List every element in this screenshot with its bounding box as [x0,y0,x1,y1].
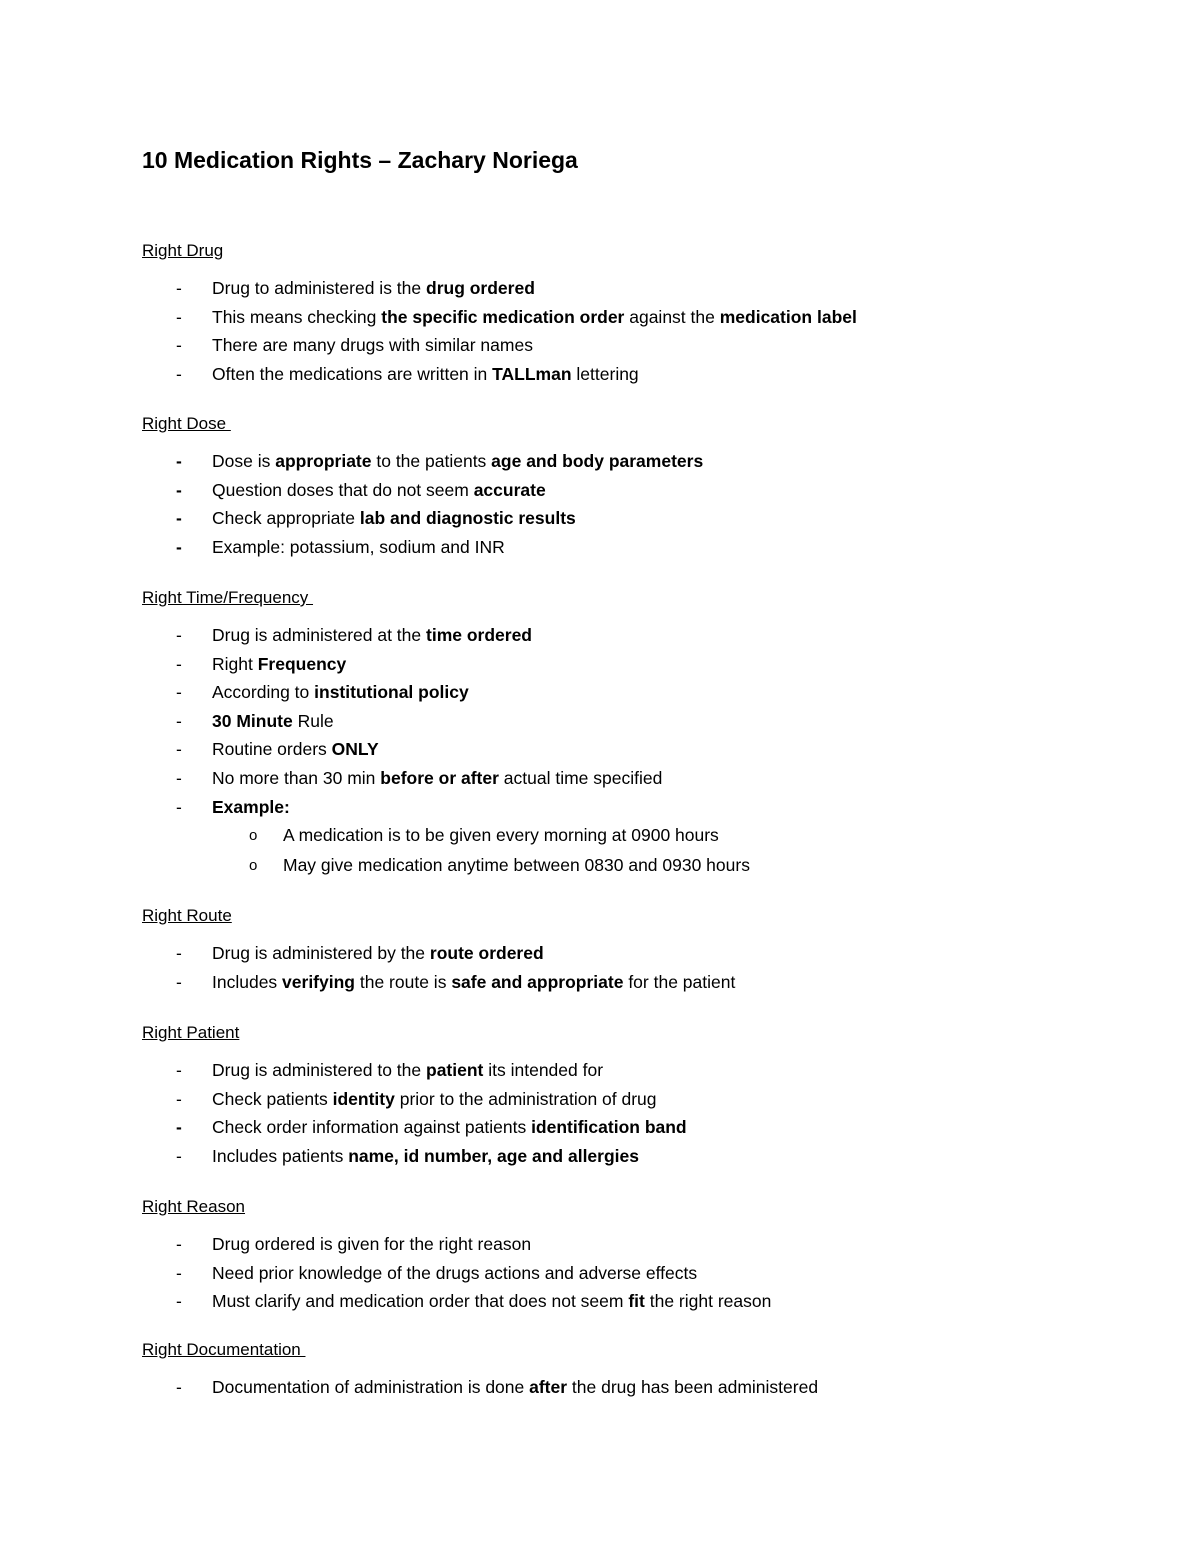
dash-bullet: - [176,767,182,788]
list-item [142,504,1122,533]
item-text: Need prior knowledge of the drugs actions and adverse effects [212,1262,698,1283]
item-text: Drug is administered by the [212,943,430,963]
bold-text: time ordered [426,625,532,645]
item-text: Drug is administered to the [212,1060,426,1080]
list-item [142,1056,1122,1085]
item-text: against the [624,306,720,327]
bold-text: lab and diagnostic results [359,508,576,529]
section [142,1022,1122,1170]
bold-text: name, id number, age and allergies [348,1145,639,1166]
dash-bullet: - [176,1088,182,1109]
item-text: prior to the administration of drug [394,1088,657,1109]
sub-list-item [142,851,1122,881]
bold-text: the specific medication order [381,306,625,327]
circle-bullet: o [249,856,258,874]
item-text: Right [212,653,258,674]
dash-bullet: - [176,335,182,356]
dash-bullet: - [176,943,182,963]
bold-text: before or after [380,767,499,788]
list-item [142,968,1122,997]
list-item [142,1113,1122,1142]
list-item [142,1259,1122,1288]
section-heading: Right Documentation [142,1340,306,1359]
page-title: 10 Medication Rights – Zachary Noriega [142,147,578,173]
sub-item-text: A medication is to be given every morning at 0900 hours [283,825,719,846]
bold-text: identity [332,1088,395,1109]
list-item [142,1287,1122,1316]
item-text: Check appropriate [212,508,360,529]
item-text: Check patients [212,1088,333,1109]
dash-bullet: - [176,1291,182,1312]
item-text: its intended for [483,1060,604,1080]
item-list [142,621,1122,880]
item-text: to the patients [371,451,492,471]
bold-text: after [529,1377,568,1397]
item-text: Includes [212,971,283,992]
item-text: No more than 30 min [212,767,381,788]
item-text: Example: potassium, sodium and INR [212,536,505,557]
dash-bullet: - [176,508,182,529]
list-item [142,331,1122,360]
item-text: Often the medications are written in [212,363,493,384]
bold-text: verifying [282,971,355,992]
item-text: Dose is [212,451,276,471]
dash-bullet: - [176,1377,182,1397]
bold-text: Frequency [257,653,347,674]
sub-item-text: May give medication anytime between 0830 and 0930 hours [283,854,750,875]
dash-bullet: - [176,306,182,327]
dash-bullet: - [176,1262,182,1283]
section [142,905,1122,996]
item-text: the drug has been administered [567,1377,819,1397]
bold-text: accurate [473,479,546,500]
item-list [142,1056,1122,1170]
section [142,587,1122,880]
section-heading: Right Dose [142,414,231,433]
dash-bullet: - [176,451,182,471]
item-text: Includes patients [212,1145,349,1166]
list-item [142,447,1122,476]
bold-text: drug ordered [426,278,535,298]
section-heading: Right Drug [142,241,224,260]
dash-bullet: - [176,479,182,500]
list-item [142,1142,1122,1171]
dash-bullet: - [176,1145,182,1166]
list-item [142,533,1122,562]
list-item [142,735,1122,764]
item-list [142,1373,1122,1402]
circle-bullet: o [249,827,258,845]
item-text: the right reason [644,1291,772,1312]
bold-text: route ordered [429,943,544,963]
list-item [142,303,1122,332]
dash-bullet: - [176,710,182,731]
item-text: lettering [571,363,639,384]
section [142,240,1122,388]
list-item [142,1230,1122,1259]
bold-text: TALLman [492,363,572,384]
item-list [142,447,1122,561]
item-text: Check order information against patients [212,1117,532,1138]
dash-bullet: - [176,971,182,992]
item-text: Drug ordered is given for the right reason [212,1234,532,1254]
item-text: Drug is administered at the [212,625,426,645]
list-item [142,476,1122,505]
sub-list [142,821,1122,880]
section [142,413,1122,561]
list-item [142,1085,1122,1114]
item-list [142,939,1122,996]
list-item [142,650,1122,679]
section-heading: Right Route [142,906,232,925]
sub-list-item [142,821,1122,851]
list-item [142,707,1122,736]
bold-text: ONLY [331,739,379,760]
bold-text: fit [628,1291,645,1312]
section-heading: Right Time/Frequency [142,588,314,607]
bold-text: 30 Minute [212,710,293,731]
bold-text: identification band [531,1117,687,1138]
list-item [142,678,1122,707]
dash-bullet: - [176,536,182,557]
item-text: Must clarify and medication order that does not seem [212,1291,629,1312]
list-item [142,764,1122,793]
section-heading: Right Reason [142,1197,246,1216]
dash-bullet: - [176,796,182,817]
item-text: Rule [292,710,334,731]
item-text: actual time specified [498,767,663,788]
document-page [142,142,1122,1397]
bold-text: patient [426,1060,484,1080]
bold-text: appropriate [275,451,372,471]
list-item [142,360,1122,389]
dash-bullet: - [176,653,182,674]
dash-bullet: - [176,739,182,760]
item-list [142,1230,1122,1316]
list-item [142,621,1122,650]
section-heading: Right Patient [142,1023,240,1042]
item-list [142,274,1122,388]
item-text: for the patient [623,971,736,992]
item-text: the route is [355,971,452,992]
bold-text: safe and appropriate [451,971,624,992]
item-text: Routine orders [212,739,332,760]
bold-text: medication label [719,306,857,327]
bold-text: age and body parameters [491,451,704,471]
dash-bullet: - [176,363,182,384]
dash-bullet: - [176,278,182,298]
dash-bullet: - [176,682,182,703]
item-text: There are many drugs with similar names [212,335,533,356]
section [142,1339,1122,1402]
item-text: Drug to administered is the [212,278,426,298]
bold-text: institutional policy [314,682,469,703]
dash-bullet: - [176,1060,182,1080]
dash-bullet: - [176,625,182,645]
list-item [142,274,1122,303]
list-item [142,793,1122,822]
list-item [142,939,1122,968]
item-text: Question doses that do not seem [212,479,474,500]
bold-text: Example: [212,796,290,817]
dash-bullet: - [176,1234,182,1254]
section [142,1196,1122,1316]
list-item [142,1373,1122,1402]
dash-bullet: - [176,1117,182,1138]
item-text: Documentation of administration is done [212,1377,530,1397]
item-text: This means checking [212,306,382,327]
item-text: According to [212,682,315,703]
